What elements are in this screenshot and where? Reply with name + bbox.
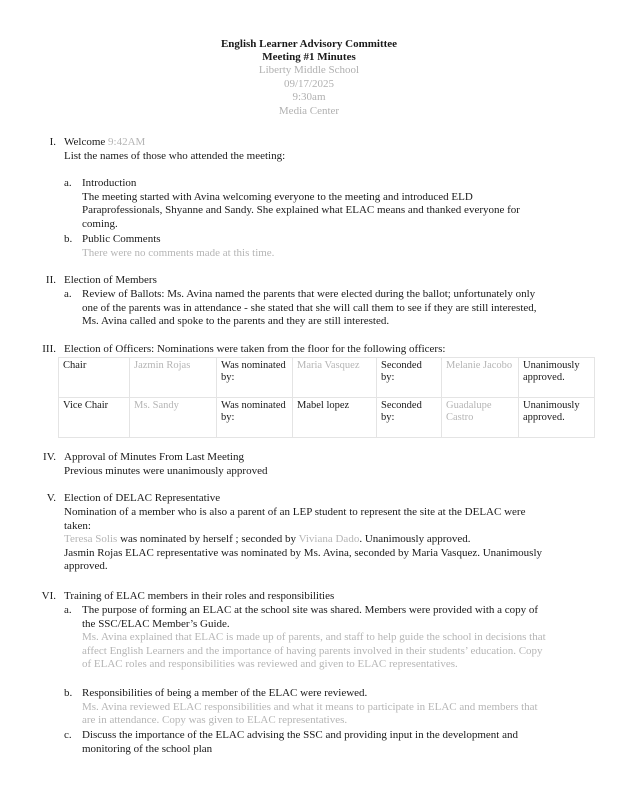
public-comments-text: There were no comments made at this time. [82, 246, 275, 259]
welcome-label: Welcome [64, 136, 106, 148]
seconded-by-label: Seconded by: [377, 358, 442, 398]
introduction-text: The meeting started with Avina welcoming everyone to the meeting and introduced ELD Paraprofessionals, Shyanne and Sandy. She explained what ELAC means and thanked everyone for coming. [82, 190, 520, 230]
seconded-by-label: Seconded by: [377, 398, 442, 438]
officer-nominee: Ms. Sandy [130, 398, 217, 438]
section-title: Election of DELAC Representative [64, 492, 221, 504]
section-title: Election of Members [64, 274, 157, 286]
delac-nominee: Teresa Solis [64, 533, 118, 546]
item-letter: c. [64, 729, 72, 741]
item-letter: a. [64, 604, 72, 616]
attendance-prompt: List the names of those who attended the meeting: [64, 150, 286, 162]
school-name: Liberty Middle School [258, 64, 360, 76]
officer-nominee: Jazmin Rojas [130, 358, 217, 398]
officer-seconder: Melanie Jacobo [442, 358, 519, 398]
delac-nomination-2: Jasmin Rojas ELAC representative was nominated by Ms. Avina, seconded by Maria Vasquez. Unanimously approved. [64, 546, 543, 573]
item-letter: a. [64, 288, 72, 300]
table-row [59, 358, 595, 398]
training-purpose: The purpose of forming an ELAC at the school site was shared. Members were provided with a copy of the SSC/ELAC Member’s Guide. [82, 604, 539, 630]
section-title: Training of ELAC members in their roles and responsibilities [64, 590, 335, 602]
section-title: Approval of Minutes From Last Meeting [64, 451, 244, 463]
responsibilities-note: Ms. Avina reviewed ELAC responsibilities and what it means to participate in ELAC and members that are in attendance. Copy was given to ELAC representatives. [82, 700, 538, 727]
officers-table [58, 357, 595, 438]
officer-seconder: Guadalupe Castro [442, 398, 519, 438]
section-number: I. [49, 136, 56, 148]
section-title: Election of Officers: Nominations were taken from the floor for the following officers: [64, 343, 446, 355]
approval-text: Previous minutes were unanimously approved [64, 465, 268, 477]
welcome-time: 9:42AM [108, 136, 146, 148]
section-number: V. [46, 492, 56, 504]
public-comments-item [82, 233, 552, 260]
delac-nomination-text: was nominated by herself ; seconded by [117, 533, 299, 546]
committee-title: English Learner Advisory Committee [220, 38, 398, 50]
document-header [0, 38, 618, 118]
introduction-item [82, 177, 552, 231]
review-ballots-text: Review of Ballots: Ms. Avina named the parents that were elected during the ballot; unfortunately only one of the parents was in attendance - she stated that she will call them to see if they are still interested, Ms. Avina called and spoke to the parents and they are still interested. [82, 288, 537, 328]
training-item-a [82, 604, 552, 672]
delac-approval-text: . Unanimously approved. [359, 533, 471, 546]
training-purpose-note: Ms. Avina explained that ELAC is made up of parents, and staff to help guide the school in decisions that affect English Learners and the importance of having parents involved in their students’ education. Copy of ELAC roles and responsibilities was reviewed and given to ELAC representatives. [82, 631, 546, 671]
section-title [64, 136, 145, 150]
section-number: II. [45, 274, 56, 286]
delac-intro: Nomination of a member who is also a parent of an LEP student to represent the site at the DELAC were taken: [64, 506, 526, 532]
item-title: Public Comments [82, 233, 161, 245]
delac-nomination-1 [64, 533, 554, 547]
item-title: Introduction [82, 177, 137, 189]
section-number: III. [42, 343, 56, 355]
nominated-by-label: Was nominated by: [217, 398, 293, 438]
officer-nominator: Mabel lopez [293, 398, 377, 438]
officer-role: Vice Chair [59, 398, 130, 438]
officer-nominator: Maria Vasquez [293, 358, 377, 398]
training-item-b [82, 687, 552, 728]
delac-seconder: Viviana Dado [298, 533, 360, 546]
nominated-by-label: Was nominated by: [217, 358, 293, 398]
officer-result: Unanimously approved. [519, 398, 595, 438]
item-letter: b. [64, 687, 73, 699]
meeting-date: 09/17/2025 [283, 77, 335, 90]
meeting-time: 9:30am [292, 91, 326, 103]
delac-body [64, 506, 554, 574]
officer-result: Unanimously approved. [519, 358, 595, 398]
item-letter: a. [64, 177, 72, 189]
item-letter: b. [64, 233, 73, 245]
training-item-c: Discuss the importance of the ELAC advising the SSC and providing input in the development and monitoring of the school plan [82, 729, 518, 755]
meeting-title: Meeting #1 Minutes [262, 51, 356, 63]
section-number: IV. [43, 451, 56, 463]
table-row [59, 398, 595, 438]
section-number: VI. [41, 590, 56, 602]
meeting-location: Media Center [278, 104, 340, 117]
responsibilities-text: Responsibilities of being a member of the ELAC were reviewed. [82, 687, 368, 699]
officer-role: Chair [59, 358, 130, 398]
